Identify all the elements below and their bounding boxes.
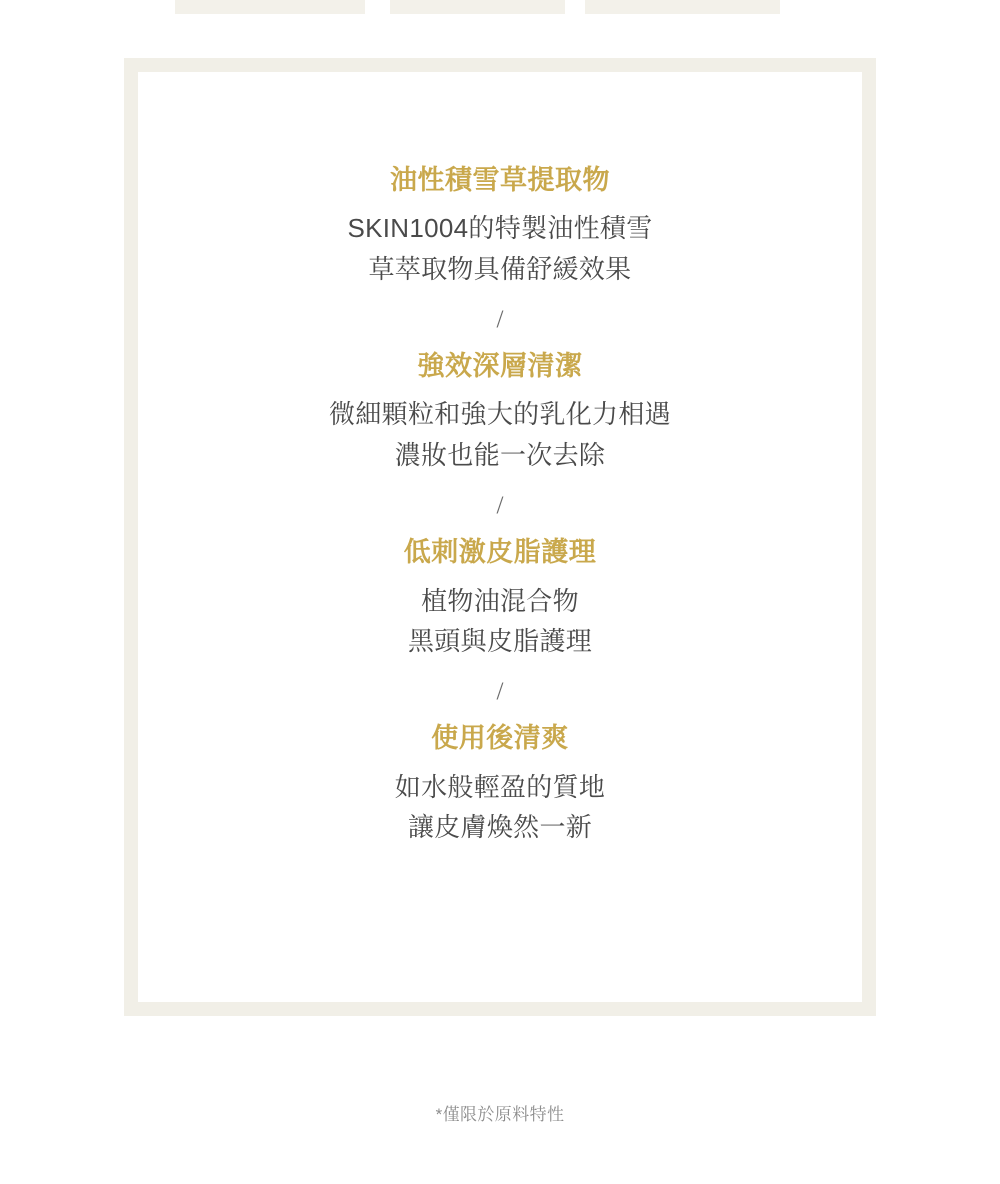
top-strip-block-1 <box>175 0 365 14</box>
feature-title: 油性積雪草提取物 <box>390 165 610 195</box>
feature-title: 強效深層清潔 <box>417 351 583 382</box>
top-decorative-strip <box>0 0 1000 14</box>
feature-block-4 <box>138 720 862 847</box>
feature-line: 濃妝也能一次去除 <box>394 439 606 470</box>
feature-line: 黑頭與皮脂護理 <box>407 625 593 656</box>
feature-line: 讓皮膚煥然一新 <box>407 811 593 842</box>
feature-list <box>138 162 862 847</box>
feature-block-3 <box>138 534 862 661</box>
feature-line: 微細顆粒和強大的乳化力相遇 <box>329 399 671 430</box>
footnote: *僅限於原料特性 <box>435 1105 565 1124</box>
feature-block-2 <box>138 348 862 475</box>
feature-panel <box>124 58 876 1016</box>
top-strip-block-2 <box>390 0 565 14</box>
top-strip-block-3 <box>585 0 780 14</box>
section-divider: / <box>496 492 504 520</box>
feature-title: 低刺激皮脂護理 <box>403 537 597 568</box>
section-divider: / <box>496 306 504 334</box>
feature-block-1 <box>138 162 862 289</box>
feature-title: 使用後清爽 <box>431 723 569 754</box>
feature-line: 植物油混合物 <box>421 585 579 616</box>
feature-line: 如水般輕盈的質地 <box>394 771 606 802</box>
feature-line: SKIN1004的特製油性積雪 <box>347 213 653 244</box>
section-divider: / <box>496 678 504 706</box>
feature-line: 草萃取物具備舒緩效果 <box>368 253 632 284</box>
